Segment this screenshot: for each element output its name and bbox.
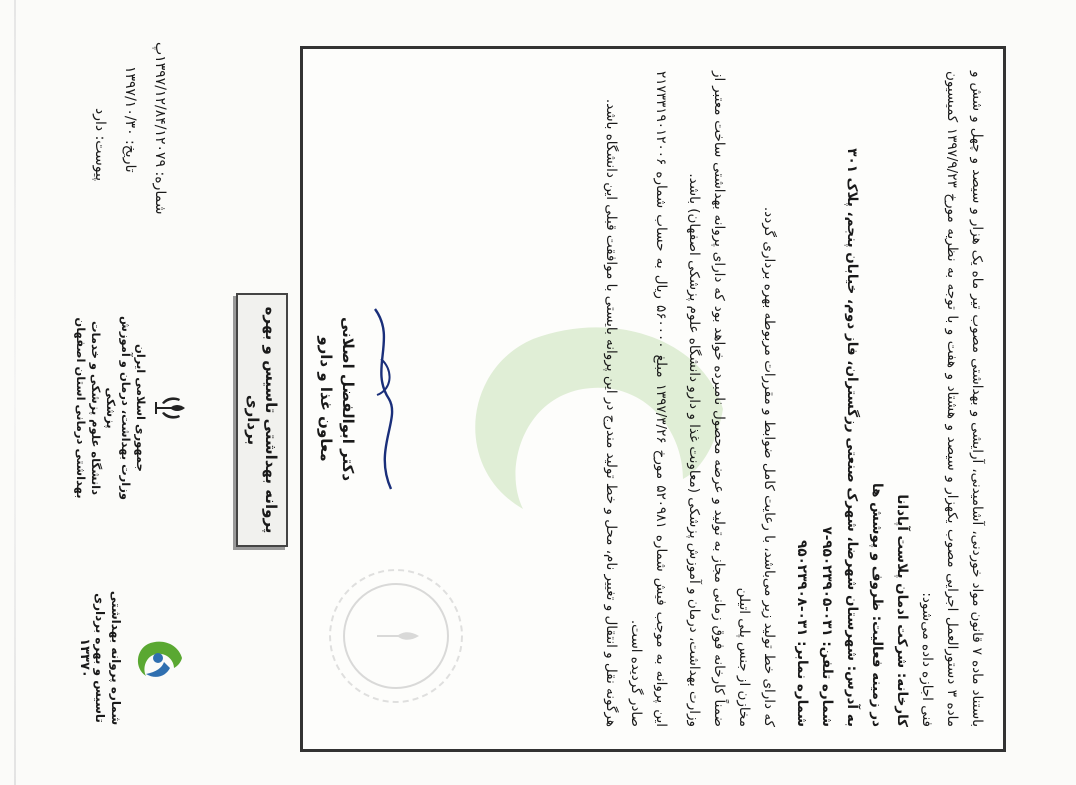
- fax-line: [789, 71, 814, 727]
- attachment-line: [92, 108, 108, 181]
- storage-text: مخازن از جنس پلی اتیلن: [736, 587, 752, 727]
- phone-value: ۰۳۱-۹۵۰۲۳۹۰۵-۷: [819, 526, 835, 637]
- date-label: تاریخ:: [122, 140, 138, 173]
- handwritten-signature: [363, 299, 403, 499]
- number-line: [152, 42, 168, 214]
- official-stamp: [329, 569, 463, 703]
- document-title: پروانه بهداشتی تاسیس و بهره برداری: [236, 293, 288, 547]
- fax-label: شماره نمابر:: [794, 641, 810, 727]
- activity-label: در زمینه فعالیت:: [869, 615, 885, 727]
- signature-block: [315, 299, 403, 499]
- university-name: دانشگاه علوم پزشکی و خدمات بهداشتی درمانی استان اصفهان: [74, 317, 103, 499]
- country-name: جمهوری اسلامی ایران: [134, 344, 148, 472]
- license-number-label: شماره پروانه بهداشتی تاسیس و بهره برداری: [93, 590, 123, 726]
- number-label: شماره:: [152, 171, 168, 215]
- date-line: [122, 66, 138, 173]
- activity-value: ظروف و پوشش ها: [869, 483, 885, 612]
- number-value: ۱۳۹۷/۱۲/۸۴/۱۲۰۷۹پ: [152, 42, 168, 168]
- transfer-paragraph: هرگونه نقل و انتقال و تغییر نام، محل و خط تولید مندرج در این پروانه بایستی با موافقت قبلی این دانشگاه باشد.: [603, 98, 619, 727]
- address-label: به آدرس:: [844, 665, 860, 727]
- intro-paragraph: باستناد ماده ۷ قانون مواد خوردنی، آشامیدنی، آرایشی و بهداشتی مصوب تیر ماه یک هزار و سیصد و چهل و شش و ماده ۳ دستورالعمل اجرایی مصوب یکهزار و سیصد و هشتاد و هفت و با توجه به نظریه مورخ ۱۳۹۷/۹/۲۳ کمیسیون فنی اجازه داده می‌شود:: [919, 71, 985, 728]
- page-edge: [14, 0, 16, 785]
- factory-label: کارخانه:: [894, 672, 910, 727]
- fax-value: ۰۳۱-۹۵۰۲۳۹۰۸: [794, 540, 810, 637]
- phone-label: شماره تلفن:: [819, 641, 835, 727]
- license-body-text: [598, 71, 989, 727]
- food-drug-logo-icon: [128, 628, 188, 688]
- license-document: [28, 18, 1068, 778]
- ministry-name: وزارت بهداشت، درمان و آموزش پزشکی: [104, 316, 133, 500]
- date-value: ۱۳۹۷/۱۰/۳۰: [122, 66, 138, 136]
- license-number-value: ۱۳۳۷۰: [77, 638, 92, 678]
- address-value: شهرستان شهرضا، شهرک صنعتی رزگستران، فاز دوم، خیابان پنجم، پلاک ۳۰۱: [844, 148, 860, 661]
- address-line: [839, 71, 864, 727]
- phone-line: [814, 71, 839, 727]
- activity-line: [864, 71, 889, 727]
- stamp-emblem-icon: [331, 571, 461, 701]
- license-body-frame: [300, 46, 1006, 752]
- license-number-block: [77, 578, 188, 738]
- iran-emblem-icon: [152, 393, 188, 423]
- fee-paragraph: این پروانه به موجب فیش شماره ۵۲۰۹۸۱ مورخ ۱۳۹۷/۳/۲۶ مبلغ ۵۶۰۰۰۰ ریال به حساب شماره ۲۱۷۳۳۱۹۰۱۲۰۰۶ صادر گردیده است.: [628, 71, 669, 727]
- attachment-value: دارد: [92, 108, 108, 132]
- signer-role: معاون غذا و دارو: [317, 336, 335, 462]
- attachment-label: پیوست:: [92, 135, 108, 182]
- ministry-block: [73, 308, 188, 508]
- production-line-text: که دارای خط تولید زیر می‌باشد، با رعایت کامل ضوابط و مقررات مربوطه بهره برداری گردد.: [761, 206, 777, 727]
- obligation-paragraph: ضمناً کارخانه فوق زمانی مجاز به تولید و عرضه محصول نامبرده خواهد بود که دارای پروانه بهداشتی ساخت معتبر از وزارت بهداشت، درمان و آموزش پزشکی (معاونت غذا و دارو دانشگاه علوم پزشکی اصفهان) باشد.: [686, 71, 727, 727]
- signer-name: دکتر ابوالفضل اصلانی: [339, 316, 357, 482]
- factory-value: شرکت ادمان پلاست آپادانا: [894, 494, 910, 669]
- factory-line: [889, 71, 914, 727]
